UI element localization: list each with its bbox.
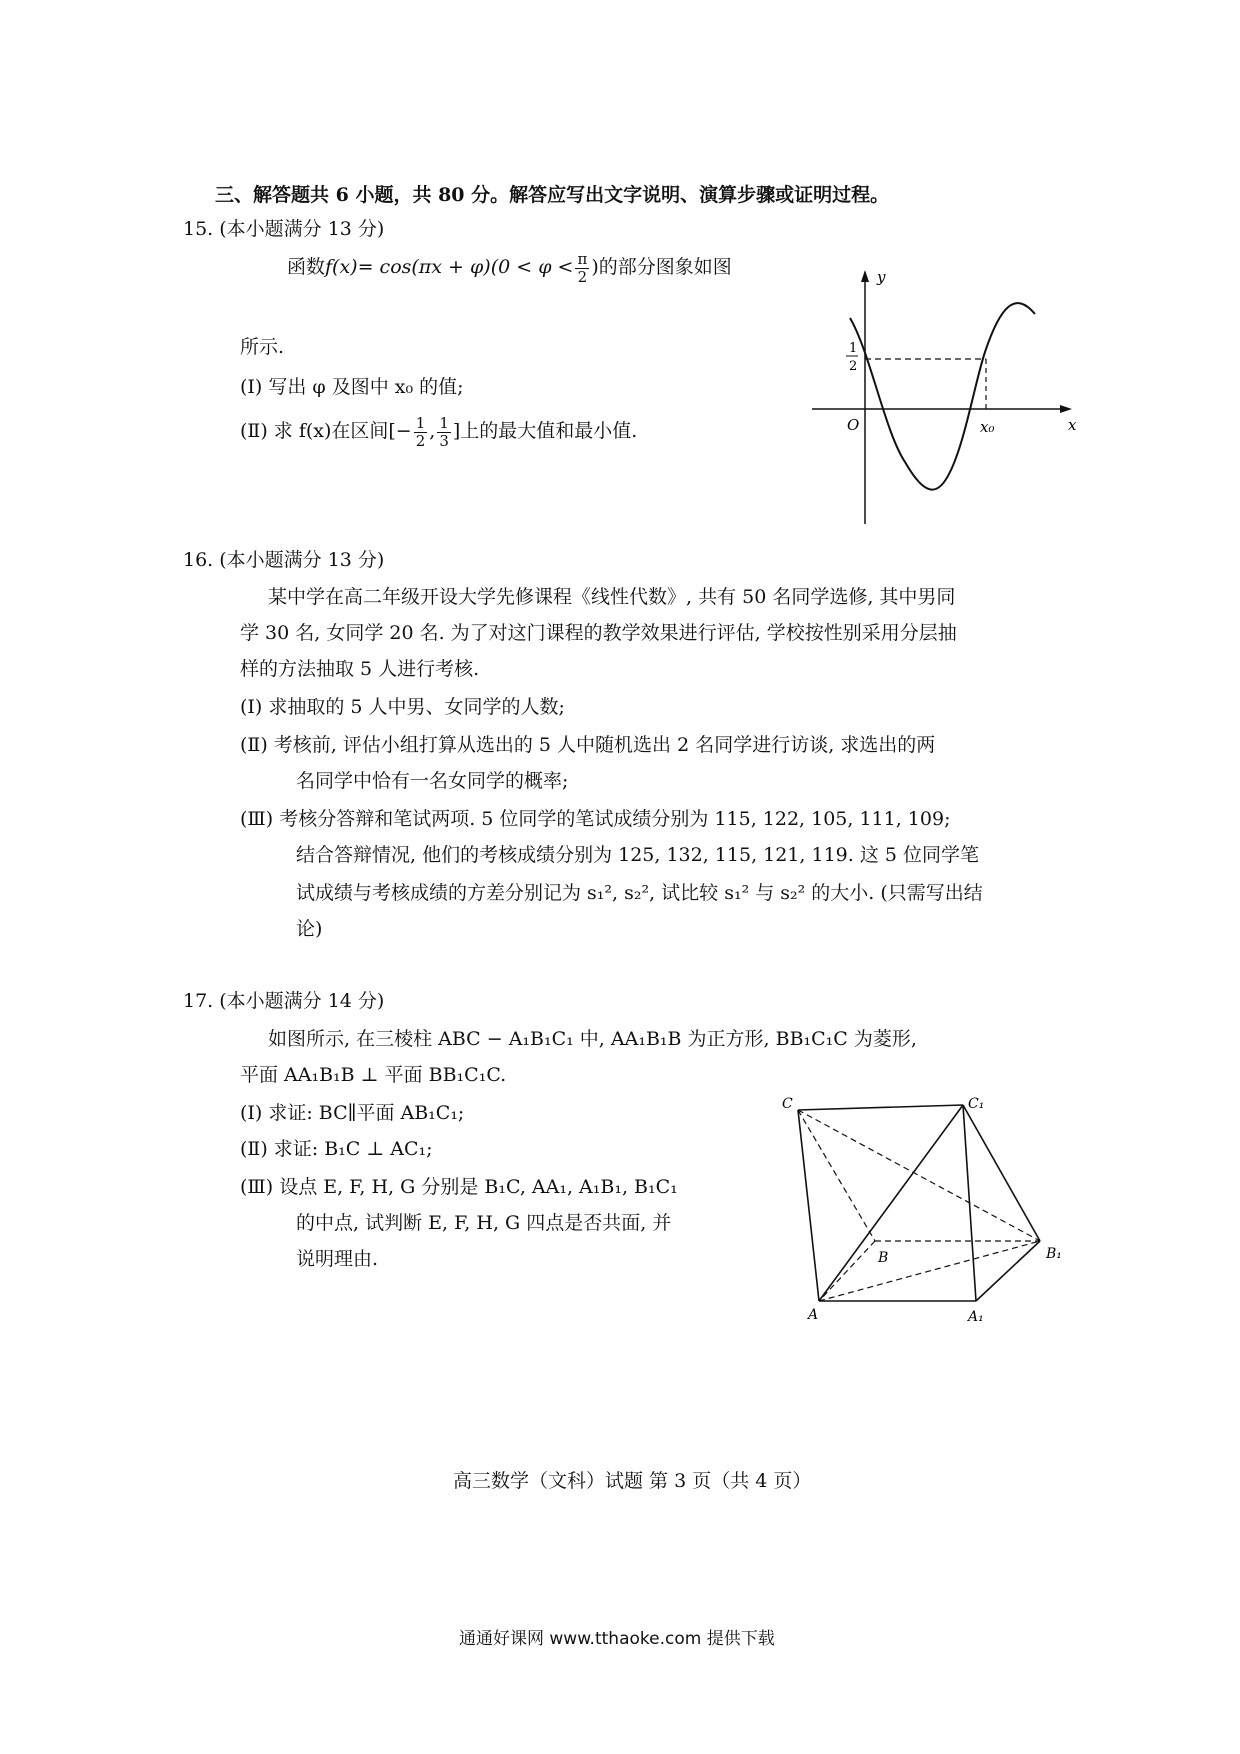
q17-title: 17. (本小题满分 14 分) bbox=[183, 990, 385, 1012]
q16-p2: 学 30 名, 女同学 20 名. 为了对这门课程的教学效果进行评估, 学校按性别采用分层抽 bbox=[240, 622, 957, 644]
q15-part2-pre: (Ⅱ) 求 f(x)在区间[− bbox=[240, 420, 412, 442]
q15-pi-over-2 bbox=[575, 251, 589, 286]
page-footer: 高三数学（文科）试题 第 3 页（共 4 页） bbox=[453, 1470, 812, 1492]
edge-a-c1 bbox=[819, 1105, 963, 1301]
q15-half-den: 2 bbox=[415, 431, 426, 450]
y-axis-arrow bbox=[861, 270, 869, 282]
q16-part2b: 名同学中恰有一名女同学的概率; bbox=[296, 770, 569, 792]
q16-part3c: 试成绩与考核成绩的方差分别记为 s₁², s₂², 试比较 s₁² 与 s₂² 的大小. (只需写出结 bbox=[296, 882, 983, 904]
q15-function: f(x)= cos(πx + φ)(0 < φ < bbox=[325, 256, 574, 278]
vertex-c1-label: C₁ bbox=[968, 1096, 985, 1112]
q15-third bbox=[437, 415, 451, 450]
graph-y-label: y bbox=[877, 268, 886, 286]
q15-half-num: 1 bbox=[415, 413, 426, 432]
edge-b-a bbox=[819, 1241, 875, 1301]
q15-third-num: 1 bbox=[439, 413, 449, 432]
q17-prism-figure bbox=[780, 1090, 1090, 1330]
q15-third-den: 3 bbox=[439, 431, 449, 450]
site-footer: 通通好课网 www.tthaoke.com 提供下载 bbox=[459, 1629, 775, 1649]
q15-pi: π bbox=[577, 249, 588, 268]
q15-cosine-graph bbox=[800, 262, 1080, 527]
q16-part3d: 论) bbox=[296, 918, 323, 940]
q15-two: 2 bbox=[577, 267, 588, 286]
q17-p2: 平面 AA₁B₁B ⊥ 平面 BB₁C₁C. bbox=[240, 1064, 507, 1086]
q16-part1: (Ⅰ) 求抽取的 5 人中男、女同学的人数; bbox=[240, 696, 565, 718]
q16-part3b: 结合答辩情况, 他们的考核成绩分别为 125, 132, 115, 121, 119. 这 5 位同学笔 bbox=[296, 844, 980, 866]
graph-origin-label: O bbox=[847, 416, 860, 434]
vertex-b-label: B bbox=[878, 1250, 889, 1266]
q16-p1: 某中学在高二年级开设大学先修课程《线性代数》, 共有 50 名同学选修, 其中男同 bbox=[268, 586, 956, 608]
q17-p1: 如图所示, 在三棱柱 ABC − A₁B₁C₁ 中, AA₁B₁B 为正方形, BB₁C₁C 为菱形, bbox=[268, 1028, 917, 1050]
q15-line1 bbox=[287, 248, 732, 286]
q16-part2a: (Ⅱ) 考核前, 评估小组打算从选出的 5 人中随机选出 2 名同学进行访谈, 求选出的两 bbox=[240, 734, 936, 756]
x-axis-arrow bbox=[1060, 405, 1072, 413]
section-header: 三、解答题共 6 小题，共 80 分。解答应写出文字说明、演算步骤或证明过程。 bbox=[215, 184, 890, 206]
q15-half bbox=[414, 415, 428, 450]
q15-line1-post: )的部分图象如图 bbox=[591, 256, 732, 278]
graph-x-label: x bbox=[1068, 416, 1077, 434]
graph-half-num: 1 bbox=[849, 341, 858, 356]
q17-part3c: 说明理由. bbox=[296, 1248, 379, 1270]
q16-title: 16. (本小题满分 13 分) bbox=[183, 549, 385, 571]
vertex-a1-label: A₁ bbox=[968, 1309, 984, 1325]
cosine-curve bbox=[850, 303, 1035, 490]
vertex-c-label: C bbox=[782, 1096, 793, 1112]
q17-part3b: 的中点, 试判断 E, F, H, G 四点是否共面, 并 bbox=[296, 1212, 672, 1234]
q15-line1-pre: 函数 bbox=[287, 256, 326, 278]
q15-title: 15. (本小题满分 13 分) bbox=[183, 218, 385, 240]
graph-half-den: 2 bbox=[849, 359, 858, 374]
q17-part2: (Ⅱ) 求证: B₁C ⊥ AC₁; bbox=[240, 1138, 433, 1160]
graph-x0-label: x₀ bbox=[980, 418, 995, 436]
q15-part2 bbox=[240, 412, 637, 450]
q17-part3a: (Ⅲ) 设点 E, F, H, G 分别是 B₁C, AA₁, A₁B₁, B₁C₁ bbox=[240, 1176, 678, 1198]
q15-part1: (Ⅰ) 写出 φ 及图中 x₀ 的值; bbox=[240, 376, 464, 398]
q17-part1: (Ⅰ) 求证: BC∥平面 AB₁C₁; bbox=[240, 1102, 465, 1124]
edge-c-a bbox=[798, 1110, 819, 1301]
vertex-a-label: A bbox=[808, 1307, 819, 1323]
q16-p3: 样的方法抽取 5 人进行考核. bbox=[240, 658, 480, 680]
q15-part2-comma: , bbox=[429, 420, 436, 442]
q15-part2-post: ]上的最大值和最小值. bbox=[452, 420, 638, 442]
edge-c-c1 bbox=[798, 1105, 963, 1110]
vertex-b1-label: B₁ bbox=[1046, 1246, 1062, 1262]
q15-line2: 所示. bbox=[240, 336, 285, 358]
q16-part3a: (Ⅲ) 考核分答辩和笔试两项. 5 位同学的笔试成绩分别为 115, 122, 105, 111, 109; bbox=[240, 808, 951, 830]
